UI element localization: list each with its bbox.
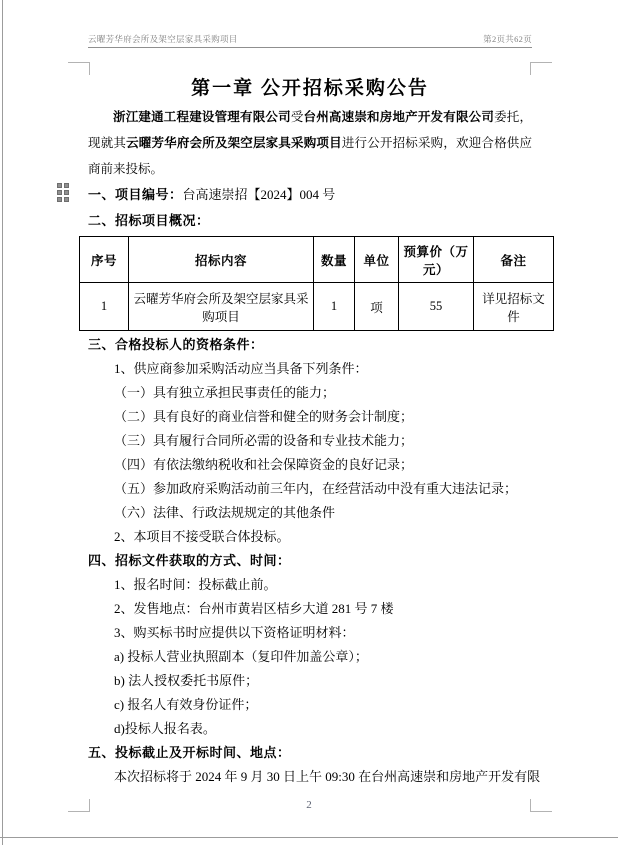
- document-obtain-item-6: c) 报名人有效身份证件；: [114, 697, 258, 712]
- document-obtain-item-7: d)投标人报名表。: [114, 721, 216, 736]
- page-header: [88, 34, 532, 48]
- qualification-item-8: 2、本项目不接受联合体投标。: [114, 529, 290, 544]
- drag-dot: [64, 197, 69, 202]
- qualification-item-2: （一）具有独立承担民事责任的能力；: [114, 385, 336, 400]
- section-2-line: [88, 208, 532, 234]
- table-cell-content: 云曜芳华府会所及架空层家具采购项目: [129, 283, 314, 331]
- table-header-row: [80, 237, 554, 283]
- document-obtain-item-4: a) 投标人营业执照副本（复印件加盖公章）；: [114, 649, 368, 664]
- section-4-line: [88, 549, 532, 573]
- document-obtain-item-3: 3、购买标书时应提供以下资格证明材料：: [114, 625, 355, 640]
- section-2-heading: 二、招标项目概况：: [88, 213, 210, 228]
- drag-dot: [64, 183, 69, 188]
- project-overview-table: [79, 236, 554, 331]
- table-cell-remark: 详见招标文件: [474, 283, 554, 331]
- section-4-heading: 四、招标文件获取的方式、时间：: [88, 553, 291, 568]
- document-obtain-item-2: 2、发售地点：台州市黄岩区桔乡大道 281 号 7 楼: [114, 601, 394, 616]
- intro-client-name: 台州高速崇和房地产开发有限公司: [303, 110, 495, 124]
- text-boundary-mark-top-left: [68, 62, 90, 75]
- intro-conjunction-2: 委托，现就其: [88, 110, 532, 150]
- table-cell-index: 1: [80, 283, 129, 331]
- table-header-budget: 预算价（万元）: [399, 237, 474, 283]
- drag-dot: [64, 190, 69, 195]
- section-1-line: [88, 182, 532, 208]
- qualification-item-4: （三）具有履行合同所必需的设备和专业技术能力；: [114, 433, 414, 448]
- qualification-item-1: 1、供应商参加采购活动应当具备下列条件：: [114, 361, 368, 376]
- qualification-item-5: （四）有依法缴纳税收和社会保障资金的良好记录；: [114, 457, 414, 472]
- chapter-title: 第一章 公开招标采购公告: [191, 78, 429, 99]
- table-header-index: 序号: [80, 237, 129, 283]
- qualification-item-6: （五）参加政府采购活动前三年内，在经营活动中没有重大违法记录；: [114, 481, 518, 496]
- block-drag-handle[interactable]: [57, 183, 74, 203]
- project-number-value: 台高速崇招【2024】004 号: [182, 187, 336, 202]
- intro-conjunction: 受: [290, 110, 304, 124]
- table-header-content: 招标内容: [129, 237, 314, 283]
- table-header-quantity: 数量: [314, 237, 355, 283]
- intro-project-name: 云曜芳华府会所及架空层家具采购项目: [126, 136, 342, 150]
- table-cell-unit: 项: [355, 283, 399, 331]
- section-5-line: [88, 741, 532, 765]
- page-number: 2: [306, 799, 312, 811]
- table-header-remark: 备注: [474, 237, 554, 283]
- drag-dot: [57, 197, 62, 202]
- table-cell-budget: 55: [399, 283, 474, 331]
- qualification-item-3: （二）具有良好的商业信誉和健全的财务会计制度；: [114, 409, 414, 424]
- section-3-heading: 三、合格投标人的资格条件：: [88, 337, 264, 352]
- table-row: [80, 283, 554, 331]
- drag-dot: [57, 190, 62, 195]
- bid-deadline-paragraph: 本次招标将于 2024 年 9 月 30 日上午 09:30 在台州高速崇和房地产开发有限: [114, 769, 541, 784]
- table-cell-quantity: 1: [314, 283, 355, 331]
- document-body: [88, 74, 545, 789]
- window-bottom-edge: [0, 837, 618, 838]
- drag-dot: [57, 183, 62, 188]
- header-document-title: 云曜芳华府会所及架空层家具采购项目: [88, 34, 238, 44]
- section-3-line: [88, 333, 532, 357]
- header-page-indicator: 第2页共62页: [483, 34, 532, 44]
- window-left-edge: [2, 0, 3, 845]
- intro-rest: 进行公开招标采购，欢迎合格供应商前来投标。: [88, 136, 532, 176]
- section-1-heading: 一、项目编号：: [88, 187, 183, 202]
- text-boundary-mark-top-right: [530, 62, 552, 75]
- intro-paragraph: [88, 104, 532, 182]
- section-5-heading: 五、投标截止及开标时间、地点：: [88, 745, 291, 760]
- document-obtain-item-1: 1、报名时间：投标截止前。: [114, 577, 277, 592]
- intro-agency-name: 浙江建通工程建设管理有限公司: [113, 110, 291, 124]
- table-header-unit: 单位: [355, 237, 399, 283]
- document-obtain-item-5: b) 法人授权委托书原件；: [114, 673, 259, 688]
- qualification-item-7: （六）法律、行政法规规定的其他条件: [114, 505, 336, 520]
